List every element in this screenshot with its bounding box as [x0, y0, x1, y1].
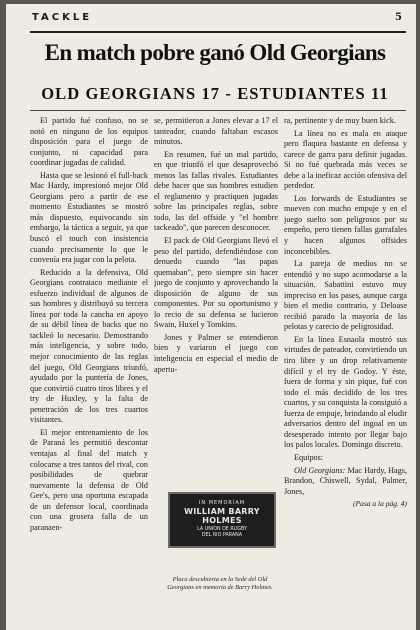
team-name: Old Georgians:	[294, 465, 346, 475]
teams-label: Equipos:	[294, 452, 324, 462]
paragraph: Reducido a la defensiva, Old Georgians contrataco mediante el esfuerzo individual de algunos de sus hombres y distribuyó su tercera línea por toda la cancha en apoyo de su débil línea de backs que no tackleó lo necesario. Demostrando más inteligencia, y sobre todo, mejor conocimiento de las reglas del juego, Old Georgians triunfó, ayudado por la puntería de Jones, que convirtió cuatro tiros libres y el try de Huxley, y la falta de penetración de los tres cuartos visitantes.	[30, 267, 148, 425]
plaque-name: WILLIAM BARRY HOLMES	[184, 507, 260, 525]
article-column-3	[284, 116, 407, 621]
plaque-line: IN MEMORIAM	[198, 500, 246, 506]
article-column-2	[154, 116, 278, 486]
memorial-plaque-photo	[168, 492, 276, 548]
paragraph: La pareja de medios no se entendió y no supo acomodarse a la situación. Sabattini estuvo muy impreciso en los pases, aunque carga bien el medio contrario, y Deloase recibió parado la mayoría de las pelotas y carecio de peligrosidad.	[284, 259, 407, 332]
paragraph: Jones y Palmer se entendieron bien y variaron el juego con inteligencia en especial el medio de apertu-	[154, 332, 278, 374]
paragraph: Los forwards de Estudiantes se mueven con mucho empuje y en el juego suelto son peligrosos por su empeño, pero tienen fallas garrafales y hacen algunos offsides inconcebibles.	[284, 193, 407, 256]
photo-caption: Placa descubierta en la Sede del Old Georgians en memoria de Barry Holmes.	[167, 576, 273, 591]
paragraph: ra, pertinente y de muy buen kick.	[284, 116, 396, 125]
article-headline: En match pobre ganó Old Georgians	[44, 40, 386, 65]
paragraph: El pack de Old Georgians llevó el peso del partido, defendiéndose con denuedo cuando "las papas quemaban", pero siempre sin hacer juego de conjunto y aprovechando la disposición de alguno de sus componentes. Por su oportunismo y lo recio de su defensa se lucieron Swain, Huxel y Tomkins.	[154, 236, 278, 330]
team-lineup	[284, 466, 407, 498]
headline-rule	[30, 110, 406, 111]
paragraph: En resumen, fué un mal partido, en que triunfó el que desaprovechó menos las fallas rivales. Estudiantes debe hacer que sus hombres estudien el reglamento y practiquen jugadas sobre las principales reglas, sobre todo, las del offside y "el hombre tackeado", que parecen desconocer.	[154, 149, 278, 233]
paragraph: En la línea Esnaola mostró sus virtudes de pateador, convirtiendo un tiro libre y un drop relativamente difícil y el try de Godoy. Y éste, fuera de forma y sin pique, fué con todo el más decidido de los tres cuartos, y su conquista la consiguió a fuerza de empuje, brindando al eludir adversarios dentro del ingoal en un desesperado intento por llegar bajo los palos locales. Domingo discreto.	[284, 334, 407, 450]
paragraph: Hasta que se lesionó el full-back Mac Hardy, impresionó mejor Old Georgians pero a partir de ese momento Estudiantes se mostró más dispuesto, equivocando sin embargo, la táctica a seguir, ya que buscó el touch con insistencia cuando precisamente lo que le convenía era jugar con la pelota.	[30, 170, 148, 265]
page-number: 5	[395, 12, 402, 23]
paragraph: se, permitieron a Jones elevar a 17 el tanteador, cuando faltaban escasos minutos.	[154, 116, 278, 147]
team-players: Mac Hardy, Hags, Brandon, Chiswell, Sydal, Palmer, Jones,	[284, 465, 407, 496]
score-subheadline: OLD GEORGIANS 17 - ESTUDIANTES 11	[41, 84, 389, 103]
article-column-1	[30, 116, 148, 621]
section-title: TACKLE	[32, 12, 93, 23]
plaque-line: LA UNION DE RUGBY	[197, 527, 247, 532]
continued-note: (Pasa a la pág. 4)	[353, 499, 407, 509]
paragraph: El mejor entrenamiento de los de Paraná les permitió descontar ventajas al final del match y colocarse a tres tantos del rival, con posibilidades de quebrar nuevamente la defensa de Old Gee's, pero una oportuna escapada de un defensor local, coordinada con una grosera falla de un paranaen-	[30, 427, 148, 532]
plaque-line: DEL RIO PARANA	[201, 533, 243, 538]
magazine-page	[6, 4, 416, 630]
paragraph: La línea no es mala en ataque pero flaquea bastante en defensa y carece de garra para definir jugadas. Si no fué quebrada más veces se debe a la ineficaz acción ofensiva del perdedor.	[284, 128, 407, 191]
paragraph: El partido fué confuso, no se notó en ninguno de los equipos disposición para el juego de conjunto, ni capacidad para coordinar jugadas de calidad.	[30, 116, 148, 168]
header-rule	[30, 31, 406, 33]
